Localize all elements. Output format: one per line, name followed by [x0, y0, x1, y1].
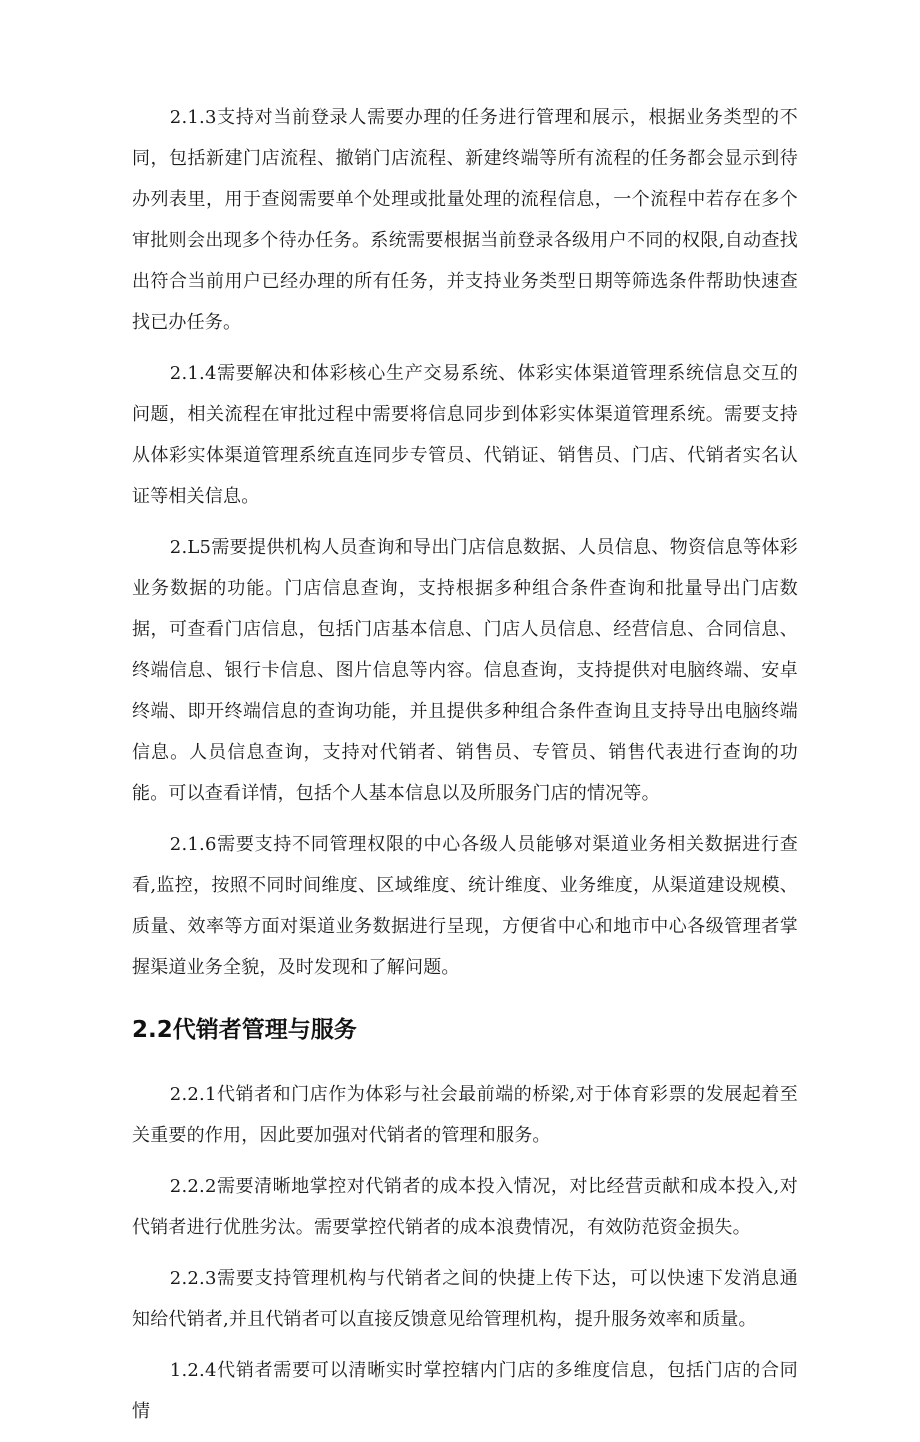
- paragraph-2-1-6: 2.1.6需要支持不同管理权限的中心各级人员能够对渠道业务相关数据进行查看,监控，按照不同时间维度、区域维度、统计维度、业务维度，从渠道建设规模、质量、效率等方面对渠道业务数据进行呈现，方便省中心和地市中心各级管理者掌握渠道业务全貌，及时发现和了解问题。: [132, 834, 798, 978]
- paragraph-2-2-3: 2.2.3需要支持管理机构与代销者之间的快捷上传下达，可以快速下发消息通知给代销者,并且代销者可以直接反馈意见给管理机构，提升服务效率和质量。: [132, 1268, 798, 1330]
- paragraph-2-1-5: 2.L5需要提供机构人员查询和导出门店信息数据、人员信息、物资信息等体彩业务数据的功能。门店信息查询，支持根据多种组合条件查询和批量导出门店数据，可查看门店信息，包括门店基本信息、门店人员信息、经营信息、合同信息、终端信息、银行卡信息、图片信息等内容。信息查询，支持提供对电脑终端、安卓终端、即开终端信息的查询功能，并且提供多种组合条件查询且支持导出电脑终端信息。人员信息查询，支持对代销者、销售员、专管员、销售代表进行查询的功能。可以查看详情，包括个人基本信息以及所服务门店的情况等。: [132, 537, 798, 804]
- section-title: 代销者管理与服务: [172, 1017, 357, 1043]
- paragraph-2-1-3: 2.1.3支持对当前登录人需要办理的任务进行管理和展示，根据业务类型的不同，包括新建门店流程、撤销门店流程、新建终端等所有流程的任务都会显示到待办列表里，用于查阅需要单个处理或批量处理的流程信息，一个流程中若存在多个审批则会出现多个待办任务。系统需要根据当前登录各级用户不同的权限,自动查找出符合当前用户已经办理的所有任务，并支持业务类型日期等筛选条件帮助快速查找已办任务。: [132, 107, 798, 333]
- paragraph-2-2-1: 2.2.1代销者和门店作为体彩与社会最前端的桥梁,对于体育彩票的发展起着至关重要的作用，因此要加强对代销者的管理和服务。: [132, 1084, 798, 1146]
- paragraph-2-2-2: 2.2.2需要清晰地掌控对代销者的成本投入情况，对比经营贡献和成本投入,对代销者进行优胜劣汰。需要掌控代销者的成本浪费情况，有效防范资金损失。: [132, 1176, 798, 1238]
- section-heading-2-2: [132, 1010, 798, 1050]
- section-number: 2.2: [132, 1017, 173, 1043]
- paragraph-2-1-4: 2.1.4需要解决和体彩核心生产交易系统、体彩实体渠道管理系统信息交互的问题，相关流程在审批过程中需要将信息同步到体彩实体渠道管理系统。需要支持从体彩实体渠道管理系统直连同步专管员、代销证、销售员、门店、代销者实名认证等相关信息。: [132, 363, 798, 507]
- paragraph-2-2-4: 1.2.4代销者需要可以清晰实时掌控辖内门店的多维度信息，包括门店的合同情: [132, 1360, 798, 1422]
- document-body: [132, 97, 798, 1442]
